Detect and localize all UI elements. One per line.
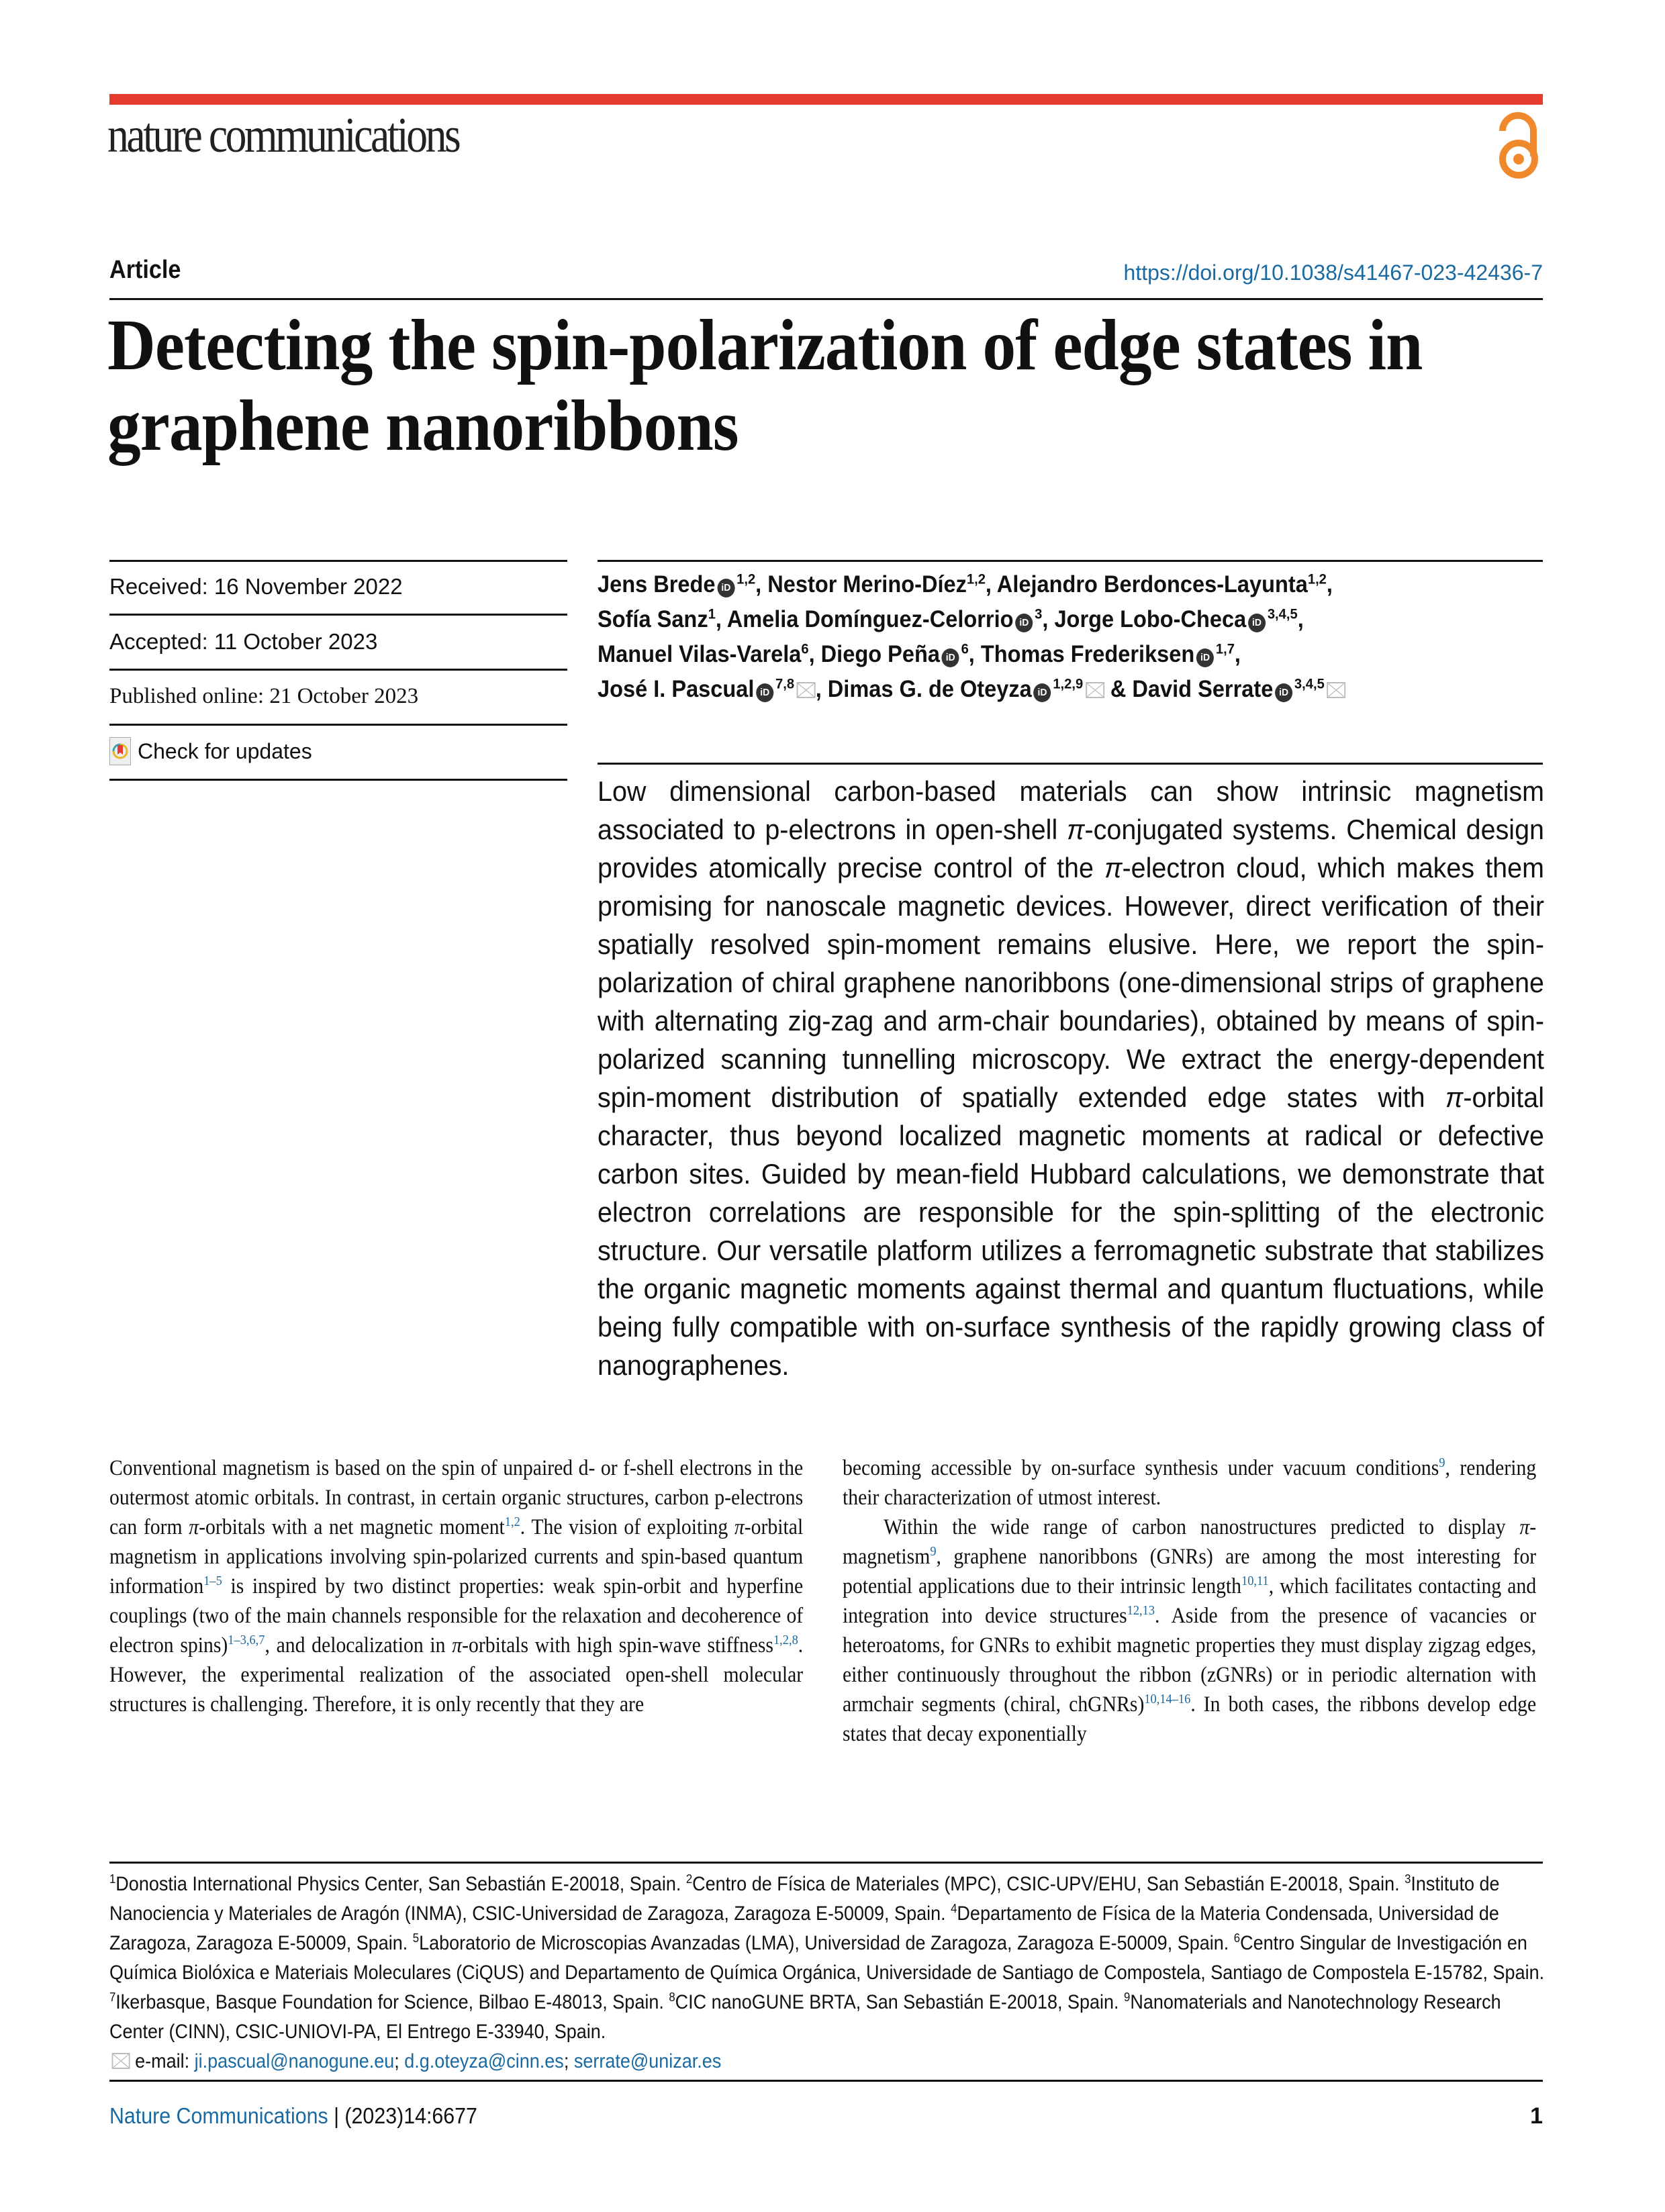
article-title: Detecting the spin-polarization of edge states in graphene nanoribbons [107, 305, 1423, 466]
orcid-icon[interactable]: iD [942, 648, 959, 667]
author-name[interactable]: Dimas G. de Oteyza [827, 676, 1032, 702]
body-paragraph: Within the wide range of carbon nanostructures predicted to display π-magnetism$^9$, graphene nanoribbons (GNRs) are among the most interesting for potential applications due to their intrinsic length$^{10,11}$, which facilitates contacting and integration into device structures$^{12,13}$. Aside from the presence of vacancies or heteroatoms, for GNRs to exhibit magnetic properties they must display zigzag edges, either continuously throughout the ribbon (zGNRs) or in periodic alternation with armchair segments (chiral, chGNRs)$^{10,14-16}$. In both cases, the ribbons develop edge states that decay exponentially [843, 1515, 1537, 1746]
author[interactable] [598, 676, 816, 702]
orcid-icon[interactable]: iD [1275, 683, 1292, 702]
author-name[interactable]: David Serrate [1132, 676, 1274, 702]
mail-icon[interactable] [1086, 682, 1104, 698]
divider [109, 669, 567, 671]
affiliation-number: 6 [1233, 1931, 1241, 1945]
author-list: Jens Brede iD$^{1,2}$, Nestor Merino-Díez$^{1,2}$, Alejandro Berdonces-Layunta$^{1,2}$, Sofía Sanz$^1$, Amelia Domínguez-Celorrio $iD^3$, Jorge Lobo-Checa iD$^{3,4,5}$, Manuel Vilas-Varela$^6$, Diego Peña $iD^6$, Thomas Frederiksen iD$^{1,7}$, José I. Pascual iD$^{7,8}$ , Dimas G. de Oteyza iD$^{1,2,9}$ & David Serrate iD$^{3,4,5}$ [598, 567, 1484, 707]
accepted-date: Accepted: 11 October 2023 [109, 629, 378, 654]
orcid-icon[interactable]: iD [717, 579, 734, 597]
author-name[interactable]: Manuel Vilas-Varela [598, 641, 802, 667]
journal-accent-bar [109, 94, 1543, 105]
page-number: 1 [1530, 2103, 1543, 2129]
affiliation-text: Centro de Física de Materiales (MPC), CSIC-UPV/EHU, San Sebastián E-20018, Spain. [692, 1873, 1405, 1895]
author[interactable] [828, 676, 1104, 702]
orcid-icon[interactable]: iD [1034, 683, 1051, 702]
author-name[interactable]: Sofía Sanz [598, 606, 708, 632]
author[interactable] [1132, 676, 1345, 702]
author-affiliation-number: 1,2 [966, 570, 986, 587]
author-affiliation-number: 1,2,9 [1053, 675, 1084, 692]
orcid-icon[interactable]: iD [1248, 614, 1266, 632]
author-name[interactable]: Jens Brede [598, 571, 716, 597]
footer-journal-link[interactable]: Nature Communications [109, 2103, 328, 2128]
crossmark-icon [109, 737, 131, 765]
author-affiliation-number: 6 [801, 640, 809, 657]
published-date: Published online: 21 October 2023 [109, 684, 419, 708]
author-name[interactable]: Jorge Lobo-Checa [1054, 606, 1247, 632]
affiliation-list [109, 1873, 1544, 2043]
mail-icon[interactable] [797, 682, 816, 698]
affiliation-number: 3 [1405, 1872, 1411, 1886]
affiliation-number: 4 [951, 1901, 957, 1915]
reference-link[interactable]: 9 [930, 1544, 937, 1559]
abstract: Low dimensional carbon-based materials can show intrinsic magnetism associated to p-electrons in open-shell π-conjugated systems. Chemical design provides atomically precise control of the π-electron cloud, which makes them promising for nanoscale magnetic devices. However, direct verification of their spatially resolved spin-moment remains elusive. Here, we report the spin-polarization of chiral graphene nanoribbons (one-dimensional strips of graphene with alternating zig-zag and arm-chair boundaries), obtained by means of spin-polarized scanning tunnelling microscopy. We extract the energy-dependent spin-moment distribution of spatially extended edge states with π-orbital character, thus beyond localized magnetic moments at radical or defective carbon sites. Guided by mean-field Hubbard calculations, we demonstrate that electron correlations are responsible for the spin-splitting of the electronic structure. Our versatile platform utilizes a ferromagnetic substrate that stabilizes the organic magnetic moments against thermal and quantum fluctuations, while being fully compatible with on-surface synthesis of the rapidly growing class of nanographenes. [598, 775, 1544, 1381]
author[interactable] [598, 606, 716, 632]
email-link[interactable]: serrate@unizar.es [573, 2050, 722, 2072]
affiliation-text: Laboratorio de Microscopias Avanzadas (LMA), Universidad de Zaragoza, Zaragoza E-50009, Spain. [419, 1932, 1234, 1954]
affiliation-number: 8 [669, 1990, 675, 2004]
author[interactable] [981, 641, 1235, 667]
divider [109, 560, 567, 562]
reference-link[interactable]: 1–3,6,7 [228, 1633, 265, 1647]
affiliation-text: Donostia International Physics Center, San Sebastián E-20018, Spain. [115, 1873, 686, 1895]
author-name[interactable]: Alejandro Berdonces-Layunta [996, 571, 1308, 597]
affiliation-number: 9 [1124, 1990, 1131, 2004]
author[interactable] [598, 641, 809, 667]
article-type-label: Article [109, 256, 181, 284]
mail-icon [112, 2053, 130, 2069]
affiliation-text: Centro Singular de Investigación en Química Biolóxica e Materiais Moleculares (CiQUS) and Departamento de Química Orgánica, Universidade de Santiago de Compostela, Santiago de Compostela E-15782, Spain. [109, 1932, 1545, 1984]
reference-link[interactable]: 1,2,8 [773, 1633, 798, 1647]
affiliation-number: 1 [109, 1872, 116, 1886]
footer-citation [109, 2103, 477, 2129]
divider [598, 560, 1543, 562]
author-affiliation-number: 1,2 [736, 570, 756, 587]
author-name[interactable]: Amelia Domínguez-Celorrio [726, 606, 1014, 632]
author[interactable] [997, 571, 1327, 597]
divider [109, 1862, 1543, 1864]
orcid-icon[interactable]: iD [1015, 614, 1033, 632]
doi-link[interactable]: https://doi.org/10.1038/s41467-023-42436-7 [1123, 260, 1543, 285]
affiliations [109, 1870, 1548, 2076]
email-link[interactable]: d.g.oteyza@cinn.es [404, 2050, 564, 2072]
divider [109, 2080, 1543, 2082]
check-for-updates-button[interactable] [109, 737, 312, 765]
author[interactable] [767, 571, 986, 597]
author-name[interactable]: Diego Peña [820, 641, 940, 667]
email-list: ji.pascual@nanogune.eu; d.g.oteyza@cinn.es; serrate@unizar.es [194, 2050, 722, 2072]
author[interactable] [821, 641, 969, 667]
author-affiliation-number: 1,7 [1215, 640, 1235, 657]
affiliation-text: Departamento de Física de la Materia Condensada, Universidad de Zaragoza, Zaragoza E-50009, Spain. [109, 1903, 1499, 1954]
reference-link[interactable]: 10,11 [1241, 1574, 1269, 1588]
author[interactable] [1054, 606, 1297, 632]
affiliation-number: 2 [685, 1872, 693, 1886]
journal-logo: nature communications [107, 108, 459, 163]
affiliation-text: Ikerbasque, Basque Foundation for Science, Bilbao E-48013, Spain. [115, 1991, 669, 2013]
author-affiliation-number: 3,4,5 [1267, 605, 1298, 622]
orcid-icon[interactable]: iD [1196, 648, 1214, 667]
reference-link[interactable]: 1–5 [203, 1574, 222, 1588]
affiliation-text: CIC nanoGUNE BRTA, San Sebastián E-20018, Spain. [675, 1991, 1125, 2013]
author-name[interactable]: Thomas Frederiksen [980, 641, 1195, 667]
reference-link[interactable]: 12,13 [1127, 1603, 1155, 1618]
divider [109, 298, 1543, 300]
divider [109, 724, 567, 726]
divider [109, 779, 567, 781]
divider [109, 614, 567, 616]
reference-link[interactable]: 9 [1439, 1455, 1445, 1470]
reference-link[interactable]: 10,14–16 [1144, 1692, 1191, 1706]
author-affiliation-number: 7,8 [775, 675, 795, 692]
body-column-left: Conventional magnetism is based on the spin of unpaired d- or f-shell electrons in the outermost atomic orbitals. In contrast, in certain organic structures, carbon p-electrons can form π-orbitals with a net magnetic moment$^{1,2}$. The vision of exploiting π-orbital magnetism in applications involving spin-polarized currents and spin-based quantum information$^{1-5}$ is inspired by two distinct properties: weak spin-orbit and hyperfine couplings (two of the main channels responsible for the relaxation and decoherence of electron spins)$^{1-3,6,7}$, and delocalization in π-orbitals with high spin-wave stiffness$^{1,2,8}$. However, the experimental realization of the associated open-shell molecular structures is challenging. Therefore, it is only recently that they are [109, 1456, 804, 1717]
affiliation-number: 7 [109, 1990, 116, 2004]
author[interactable] [727, 606, 1043, 632]
footer-volume: (2023)14:6677 [344, 2103, 477, 2128]
mail-icon[interactable] [1327, 682, 1346, 698]
author-affiliation-number: 6 [961, 640, 969, 657]
affiliation-text: Instituto de Nanociencia y Materiales de Aragón (INMA), CSIC-Universidad de Zaragoza, Zaragoza E-50009, Spain. [109, 1873, 1500, 1925]
author[interactable] [598, 571, 755, 597]
email-label: e-mail: [135, 2050, 195, 2072]
divider [598, 763, 1543, 765]
author-affiliation-number: 3,4,5 [1294, 675, 1325, 692]
author-affiliation-number: 1,2 [1307, 570, 1327, 587]
affiliation-text: Nanomaterials and Nanotechnology Research Center (CINN), CSIC-UNIOVI-PA, El Entrego E-33940, Spain. [109, 1991, 1501, 2043]
received-date: Received: 16 November 2022 [109, 574, 403, 599]
body-column-right [843, 1453, 1536, 1749]
footer-separator: | [328, 2103, 345, 2128]
affiliation-number: 5 [412, 1931, 420, 1945]
author-affiliation-number: 3 [1035, 605, 1043, 622]
author-name[interactable]: Nestor Merino-Díez [767, 571, 967, 597]
orcid-icon[interactable]: iD [756, 683, 773, 702]
check-for-updates-label: Check for updates [138, 738, 312, 763]
body-paragraph: becoming accessible by on-surface synthesis under vacuum conditions$^9$, rendering their characterization of utmost interest. [843, 1455, 1537, 1510]
reference-link[interactable]: 1,2 [504, 1514, 520, 1529]
author-name[interactable]: José I. Pascual [598, 676, 755, 702]
author-affiliation-number: 1 [708, 605, 716, 622]
open-access-lock-icon [1496, 111, 1543, 181]
email-link[interactable]: ji.pascual@nanogune.eu [194, 2050, 395, 2072]
